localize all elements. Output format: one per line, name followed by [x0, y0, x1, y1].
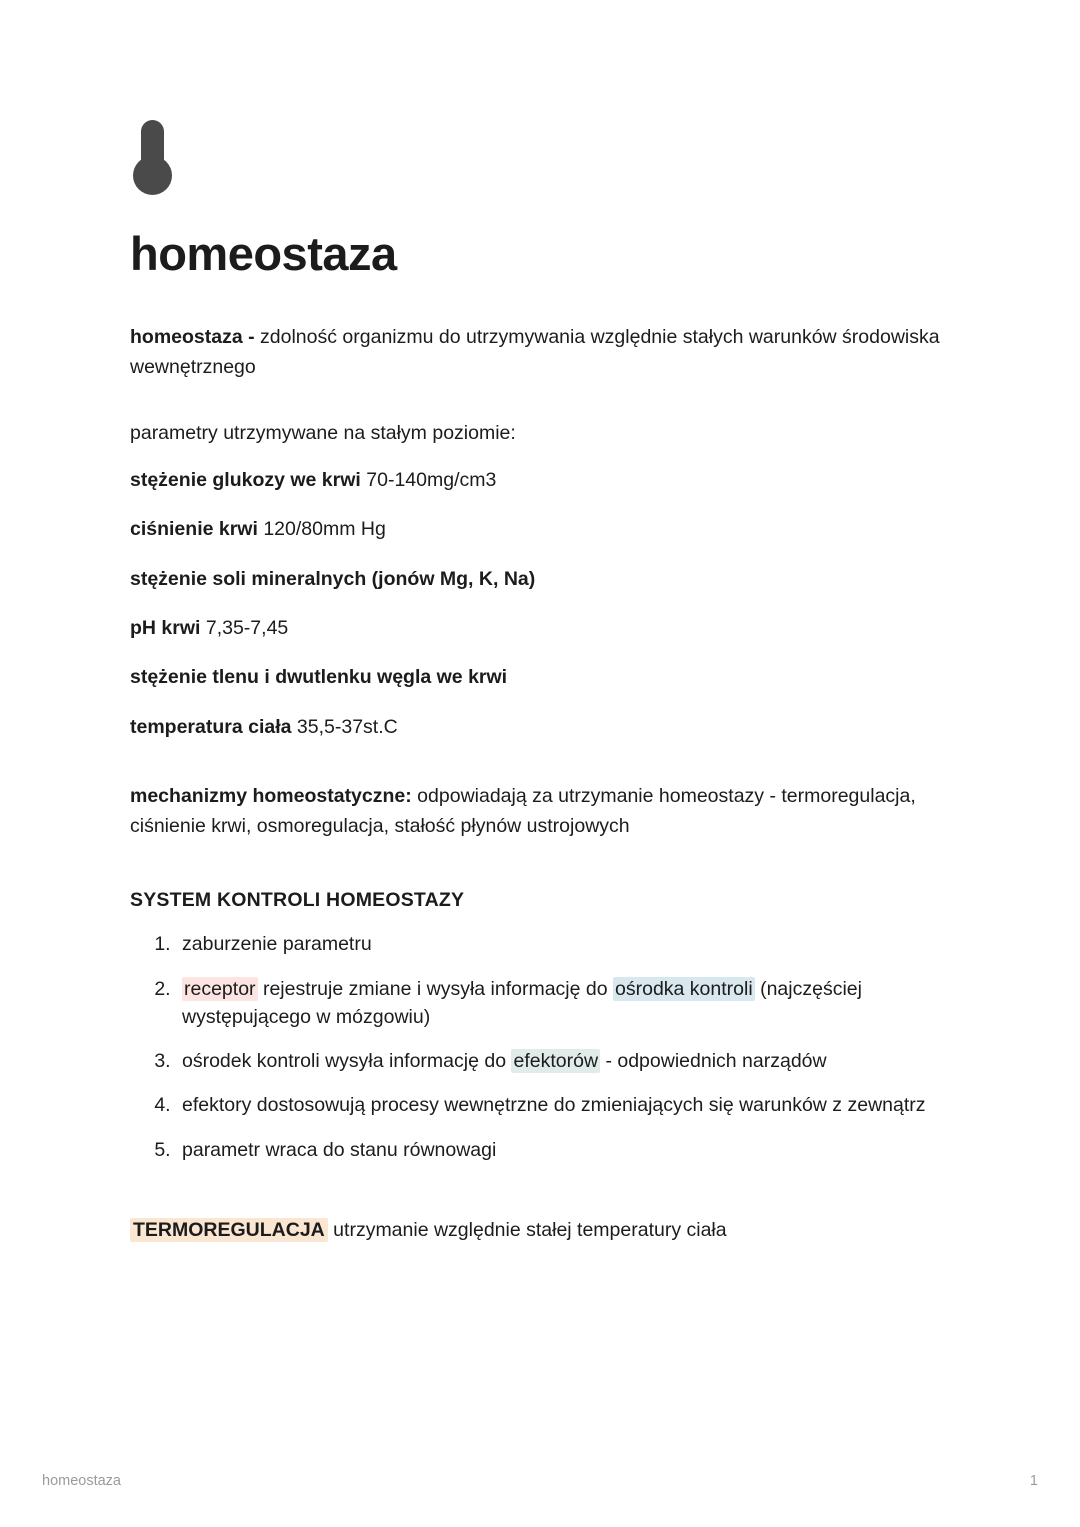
- page-title: homeostaza: [130, 227, 397, 280]
- highlight-effectors: efektorów: [513, 1050, 599, 1073]
- list-item: [176, 975, 960, 1032]
- step-text: zaburzenie parametru: [182, 933, 372, 956]
- param-item-temperature: [130, 714, 960, 741]
- mechanisms-label: mechanizmy homeostatyczne:: [130, 784, 412, 807]
- termoregulacja-text: utrzymanie względnie stałej temperatury ciała: [327, 1218, 727, 1241]
- thermometer-bulb: [133, 156, 172, 195]
- param-label: pH krwi: [130, 617, 201, 640]
- step-text: efektory dostosowują procesy wewnętrzne do zmieniających się warunków z zewnątrz: [182, 1094, 926, 1117]
- list-item: [176, 930, 960, 958]
- section-heading-control-system: SYSTEM KONTROLI HOMEOSTAZY: [130, 889, 465, 912]
- param-value: 35,5-37st.C: [291, 715, 398, 738]
- termoregulacja-paragraph: [130, 1216, 960, 1245]
- highlight-control-center: ośrodka kontroli: [615, 977, 753, 1000]
- params-intro: parametry utrzymywane na stałym poziomie:: [130, 422, 516, 445]
- definition-term: homeostaza -: [130, 325, 261, 348]
- param-value: 70-140mg/cm3: [360, 469, 497, 492]
- definition-text: zdolność organizmu do utrzymywania względnie stałych warunków środowiska wewnętrznego: [130, 325, 940, 378]
- param-label: stężenie glukozy we krwi: [130, 469, 361, 492]
- step-text-pre: ośrodek kontroli wysyła informację do: [182, 1050, 512, 1073]
- param-label: temperatura ciała: [130, 715, 292, 738]
- param-label: stężenie soli mineralnych (jonów Mg, K, Na): [130, 567, 536, 590]
- definition-paragraph: [130, 322, 960, 382]
- param-item-oxygen-co2: [130, 664, 960, 691]
- step-text-post: - odpowiednich narządów: [600, 1050, 827, 1073]
- thermometer-icon: [130, 120, 176, 202]
- steps-list: [130, 930, 960, 1164]
- param-label: stężenie tlenu i dwutlenku węgla we krwi: [130, 666, 508, 689]
- param-item-blood-pressure: [130, 516, 960, 543]
- highlight-receptor: receptor: [184, 977, 256, 1000]
- step-text-post: (najczęściej występującego w mózgowiu): [182, 977, 862, 1028]
- footer-page-number: 1: [1029, 1473, 1038, 1489]
- highlight-termoregulacja: TERMOREGULACJA: [130, 1218, 328, 1242]
- mechanisms-text: odpowiadają za utrzymanie homeostazy - termoregulacja, ciśnienie krwi, osmoregulacja, stałość płynów ustrojowych: [130, 784, 916, 838]
- param-label: ciśnienie krwi: [130, 518, 258, 541]
- page-footer: [42, 1473, 1038, 1489]
- param-value: 7,35-7,45: [200, 617, 289, 640]
- step-text-mid: rejestruje zmiane i wysyła informację do: [257, 977, 614, 1000]
- footer-title: homeostaza: [42, 1473, 121, 1489]
- param-item-mineral-salts: [130, 566, 960, 593]
- list-item: [176, 1047, 960, 1075]
- param-item-ph: [130, 615, 960, 642]
- mechanisms-paragraph: [130, 781, 960, 841]
- list-item: [176, 1136, 960, 1164]
- param-item-glucose: [130, 467, 960, 494]
- step-text: parametr wraca do stanu równowagi: [182, 1138, 497, 1161]
- list-item: [176, 1091, 960, 1119]
- param-value: 120/80mm Hg: [257, 518, 386, 541]
- document-content: [130, 120, 960, 1245]
